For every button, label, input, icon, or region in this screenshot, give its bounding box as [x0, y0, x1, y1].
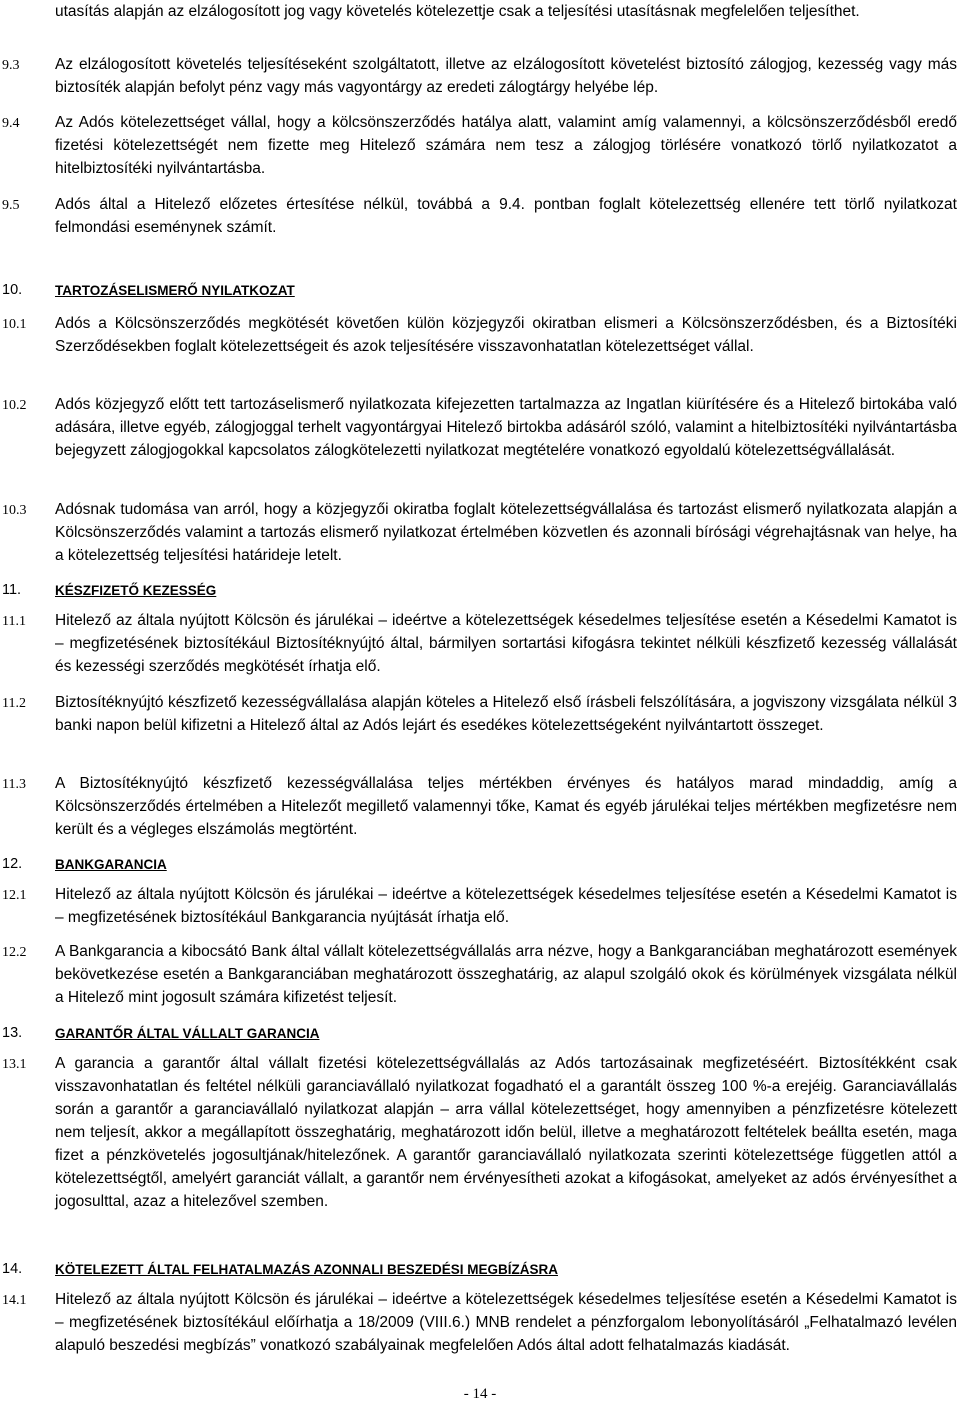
- paragraph-11-2: [0, 691, 960, 737]
- paragraph-number: 14.1: [2, 1293, 27, 1308]
- paragraph-text: Az elzálogosított követelés teljesítéseként szolgáltatott, illetve az elzálogosított követelést biztosító zálogjog, kezesség vagy más biztosíték alapján befolyt pénz vagy más vagyontárgy az eredeti zálogtárgy helyébe lép.: [55, 56, 957, 96]
- paragraph-12-2: [0, 940, 960, 1009]
- paragraph-text: Biztosítéknyújtó készfizető kezességvállalása alapján köteles a Hitelező első írásbeli felszólítására, a jogviszony vizsgálata nélkül 3 banki napon belül kifizetni a Hitelező által az Adós lejárt és esedékes kötelezettségeként nyilvántartott összeget.: [55, 694, 957, 734]
- paragraph-number: 9.5: [2, 198, 20, 213]
- paragraph-text: Hitelező az általa nyújtott Kölcsön és járulékai – ideértve a kötelezettségek késedelmes teljesítése esetén a Késedelmi Kamatot is – megfizetésének biztosítékául Bankgarancia nyújtását írhatja elő.: [55, 886, 957, 926]
- section-number: 11.: [2, 582, 22, 598]
- paragraph-number: 11.2: [2, 696, 26, 711]
- paragraph-number: [0, 0, 55, 1]
- paragraph-text: Adós által a Hitelező előzetes értesítése nélkül, továbbá a 9.4. pontban foglalt kötelezettség ellenére tett törlő nyilatkozat felmondási eseménynek számít.: [55, 196, 957, 236]
- paragraph-number: 10.2: [2, 398, 27, 413]
- paragraph-text: Adósnak tudomása van arról, hogy a közjegyzői okiratba foglalt kötelezettségvállalása és tartozást elismerő nyilatkozata alapján a Kölcsönszerződés valamint a tartozás elismerő nyilatkozat értelmében közvetlen és azonnali bírósági végrehajtásnak van helye, ha a kötelezettség teljesítési határideje letelt.: [55, 501, 957, 564]
- section-title-text: BANKGARANCIA: [55, 857, 167, 872]
- paragraph-text: A Bankgarancia a kibocsátó Bank által vállalt kötelezettségvállalás arra nézve, hogy a Bankgaranciában meghatározott események bekövetkezése esetén a Bankgaranciában meghatározott összeghatárig, az alapul szolgáló okok és körülmények vizsgálata nélkül a Hitelező mint jogosult számára kifizetést teljesít.: [55, 943, 957, 1006]
- paragraph-text: Adós a Kölcsönszerződés megkötését követően külön közjegyzői okiratban elismeri a Kölcsönszerződésben, és a Biztosítéki Szerződésekben foglalt kötelezettségeit és azok teljesítésére visszavonhatatlan kötelezettséget vállal.: [55, 315, 957, 355]
- section-title: [55, 1257, 957, 1281]
- section-number: 14.: [2, 1261, 23, 1277]
- section-number: 10.: [2, 282, 23, 298]
- paragraph-12-1: [0, 883, 960, 929]
- paragraph-number: 10.3: [2, 503, 27, 518]
- section-heading-13: [0, 1021, 960, 1045]
- paragraph-text: Hitelező az általa nyújtott Kölcsön és járulékai – ideértve a kötelezettségek késedelmes teljesítése esetén a Késedelmi Kamatot is – megfizetésének biztosítékául előírhatja a 18/2009 (VIII.6.) MNB rendelet a pénzforgalom lebonyolításáról „Felhatalmazó levélen alapuló beszedési megbízás” vonatkozó szabályainak megfelelően Adós által adott felhatalmazás kiadását.: [55, 1291, 957, 1354]
- paragraph-text: Hitelező az általa nyújtott Kölcsön és járulékai – ideértve a kötelezettségek késedelmes teljesítése esetén a Késedelmi Kamatot is – megfizetésének biztosítékául Biztosítéknyújtó által, bármilyen sortartási kifogásra tekintet nélküli készfizető kezesség vállalását és kezességi szerződés megkötését írhatja elő.: [55, 612, 957, 675]
- section-number: 12.: [2, 856, 23, 872]
- paragraph-text: A garancia a garantőr által vállalt fizetési kötelezettségvállalás az Adós tartozásainak megfizetéséért. Biztosítékként csak visszavonhatatlan és feltétel nélküli garanciavállaló nyilatkozat fogadható el a garantált összeg 100 %-a erejéig. Garanciavállalás során a garantőr a garanciavállaló nyilatkozat alapján – arra vállal kötelezettséget, hogy amennyiben a pénzfizetésre kötelezett nem teljesít, akkor a megállapított összeghatárig, meghatározott időn belül, illetve a meghatározott feltételek beállta esetén, maga fizet a pénzkövetelés jogosultjának/hitelezőnek. A garantőr garanciavállaló nyilatkozata szerinti kötelezettsége független attól a kötelezettségtől, amelyért garanciát vállalt, a garantőr nem érvényesítheti azokat a kifogásokat, amelyeket az adós érvényesíthet a jogosulttal, azaz a hitelezővel szemben.: [55, 1055, 957, 1210]
- paragraph-number: 11.1: [2, 614, 26, 629]
- paragraph-text: A Biztosítéknyújtó készfizető kezességvállalása teljes mértékben érvényes és hatályos marad mindaddig, amíg a Kölcsönszerződés értelmében a Hitelezőt megillető valamennyi tőke, Kamat és egyéb járulékai teljes mértékben megfizetésre nem került és a végleges elszámolás megtörtént.: [55, 775, 957, 838]
- paragraph-10-1: [0, 312, 960, 358]
- section-title-text: TARTOZÁSELISMERŐ NYILATKOZAT: [55, 283, 295, 298]
- section-number: 13.: [2, 1025, 23, 1041]
- paragraph-number: 13.1: [2, 1057, 27, 1072]
- paragraph-number: 9.3: [2, 58, 20, 73]
- paragraph-9-3: [0, 53, 960, 99]
- paragraph-number: 10.1: [2, 317, 27, 332]
- paragraph-text: utasítás alapján az elzálogosított jog vagy követelés kötelezettje csak a teljesítési utasításnak megfelelően teljesíthet.: [55, 3, 860, 20]
- paragraph-text: Adós közjegyző előtt tett tartozáselismerő nyilatkozata kifejezetten tartalmazza az Ingatlan kiürítésére és a Hitelező birtokába való adására, illetve egyéb, zálogjoggal terhelt vagyontárgyai Hitelező birtokba adásáról szóló, valamint a hitelbiztosítéki nyilvántartásba bejegyzett zálogjogokkal kapcsolatos zálogkötelezetti nyilatkozat megtételére vonatkozó egyoldalú kötelezettségvállalását.: [55, 396, 957, 459]
- section-heading-14: [0, 1257, 960, 1281]
- paragraph-13-1: [0, 1052, 960, 1213]
- paragraph-14-1: [0, 1288, 960, 1357]
- paragraph-text: Az Adós kötelezettséget vállal, hogy a kölcsönszerződés hatálya alatt, valamint amíg valamennyi, a kölcsönszerződésből eredő fizetési kötelezettségét nem fizette meg Hitelező számára nem tesz a zálogjog törlésére vonatkozó törlő nyilatkozatot a hitelbiztosítéki nyilvántartásba.: [55, 114, 957, 177]
- section-heading-10: [0, 278, 960, 302]
- paragraph-10-2: [0, 393, 960, 462]
- paragraph-9-5: [0, 193, 960, 239]
- section-title: [55, 278, 957, 302]
- section-title-text: KÖTELEZETT ÁLTAL FELHATALMAZÁS AZONNALI BESZEDÉSI MEGBÍZÁSRA: [55, 1262, 558, 1277]
- paragraph-11-3: [0, 772, 960, 841]
- section-heading-12: [0, 852, 960, 876]
- paragraph-number: 12.2: [2, 945, 27, 960]
- paragraph-number: 9.4: [2, 116, 20, 131]
- section-title: [55, 578, 957, 602]
- paragraph-number: 11.3: [2, 777, 26, 792]
- section-title: [55, 852, 957, 876]
- section-heading-11: [0, 578, 960, 602]
- paragraph-11-1: [0, 609, 960, 678]
- paragraph-9-4: [0, 111, 960, 180]
- page-number: - 14 -: [463, 1386, 497, 1402]
- section-title-text: KÉSZFIZETŐ KEZESSÉG: [55, 583, 217, 598]
- section-title-text: GARANTŐR ÁLTAL VÁLLALT GARANCIA: [55, 1026, 320, 1041]
- paragraph-9-2-continued: [0, 0, 960, 23]
- paragraph-number: 12.1: [2, 888, 27, 903]
- paragraph-10-3: [0, 498, 960, 567]
- section-title: [55, 1021, 957, 1045]
